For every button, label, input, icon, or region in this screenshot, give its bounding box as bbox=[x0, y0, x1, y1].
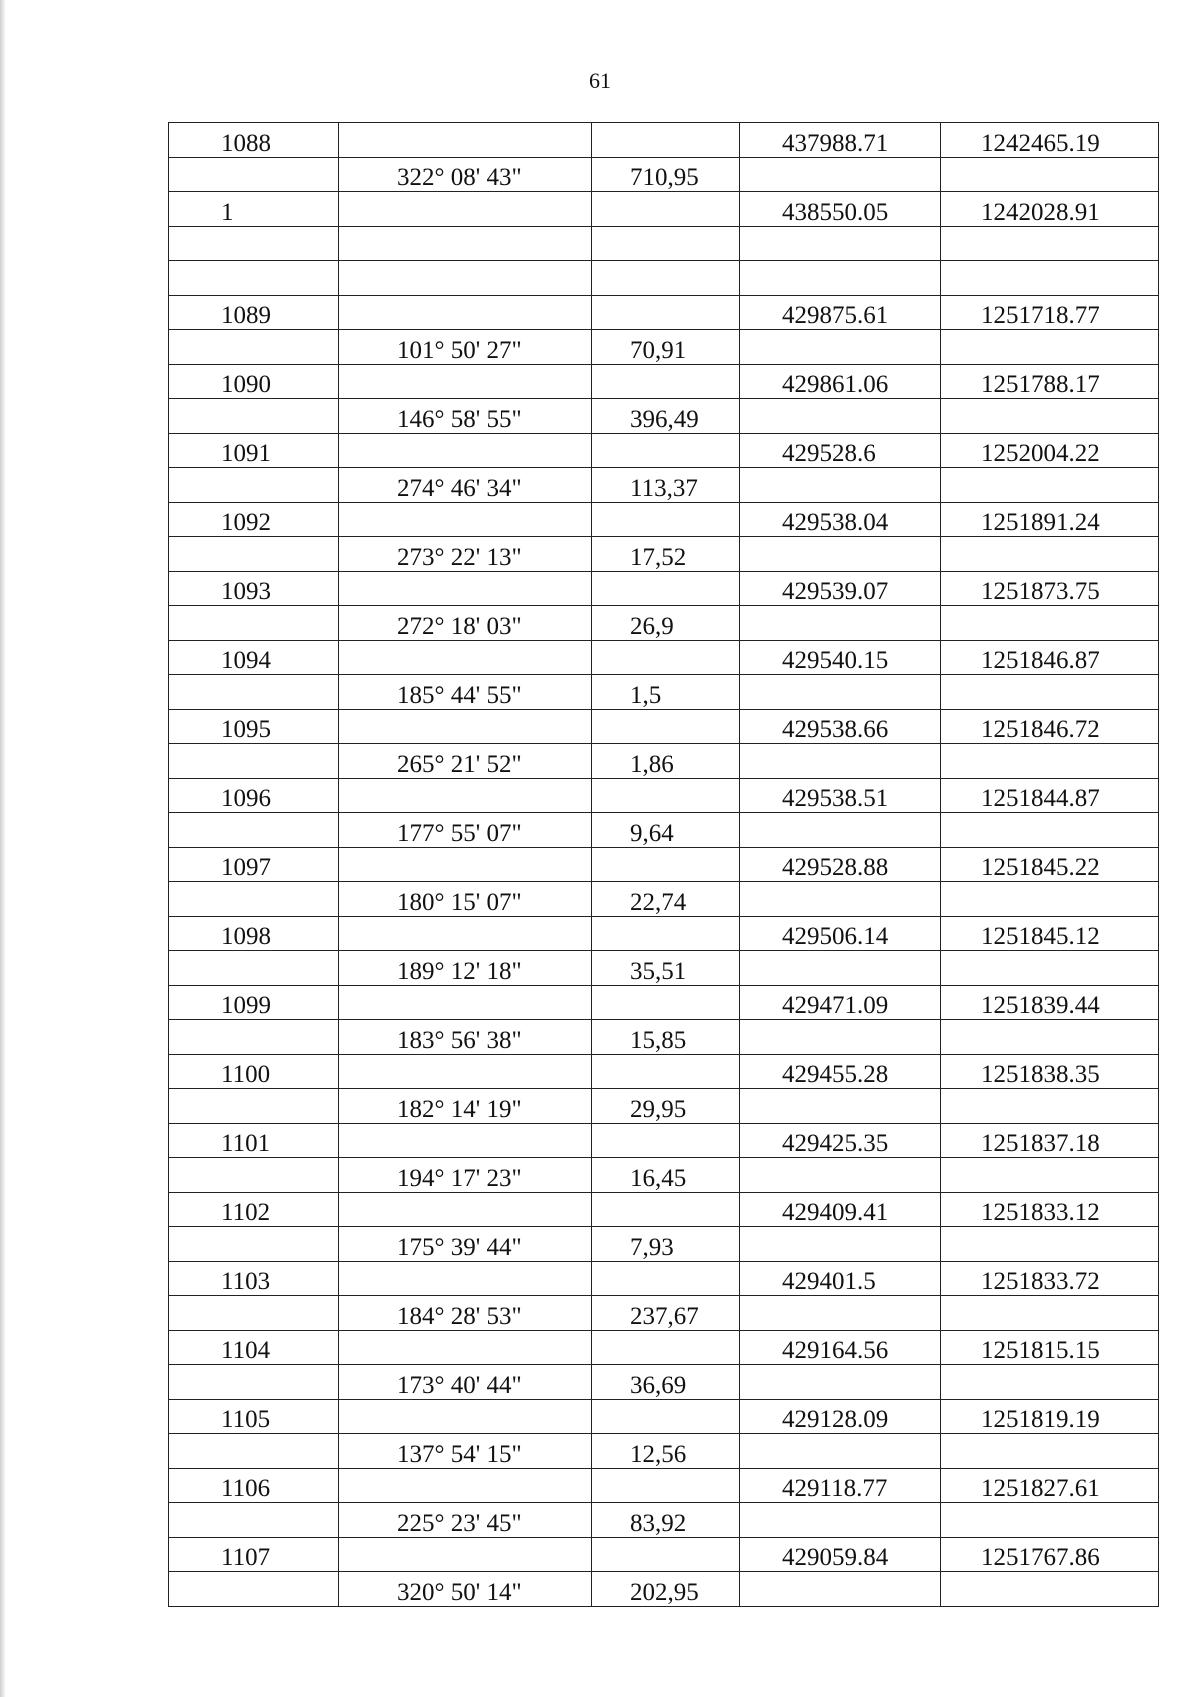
x-coordinate-cell: 429539.07 bbox=[740, 571, 941, 606]
x-coordinate-cell bbox=[740, 1158, 941, 1193]
distance-cell: 113,37 bbox=[592, 468, 740, 503]
y-coordinate-cell bbox=[941, 882, 1159, 917]
bearing-cell: 173° 40' 44" bbox=[339, 1365, 592, 1400]
x-coordinate-cell bbox=[740, 1296, 941, 1331]
bearing-cell: 225° 23' 45" bbox=[339, 1503, 592, 1538]
x-coordinate-cell bbox=[740, 1020, 941, 1055]
x-coordinate-cell: 429540.15 bbox=[740, 640, 941, 675]
x-coordinate-cell: 429861.06 bbox=[740, 364, 941, 399]
table-row bbox=[169, 847, 1159, 882]
table-row bbox=[169, 985, 1159, 1020]
y-coordinate-cell: 1251845.22 bbox=[941, 847, 1159, 882]
table-row bbox=[169, 399, 1159, 434]
y-coordinate-cell bbox=[941, 261, 1159, 296]
x-coordinate-cell bbox=[740, 951, 941, 986]
bearing-cell bbox=[339, 916, 592, 951]
distance-cell bbox=[592, 1192, 740, 1227]
point-cell: 1100 bbox=[169, 1054, 339, 1089]
distance-cell bbox=[592, 985, 740, 1020]
x-coordinate-cell: 429528.88 bbox=[740, 847, 941, 882]
table-row bbox=[169, 433, 1159, 468]
y-coordinate-cell: 1251827.61 bbox=[941, 1468, 1159, 1503]
y-coordinate-cell bbox=[941, 951, 1159, 986]
x-coordinate-cell bbox=[740, 1434, 941, 1469]
y-coordinate-cell bbox=[941, 744, 1159, 779]
bearing-cell bbox=[339, 709, 592, 744]
y-coordinate-cell: 1251837.18 bbox=[941, 1123, 1159, 1158]
table-row bbox=[169, 1192, 1159, 1227]
y-coordinate-cell: 1251845.12 bbox=[941, 916, 1159, 951]
distance-cell bbox=[592, 571, 740, 606]
table-row bbox=[169, 1227, 1159, 1262]
table-row bbox=[169, 295, 1159, 330]
distance-cell bbox=[592, 1123, 740, 1158]
table-row bbox=[169, 744, 1159, 779]
distance-cell: 7,93 bbox=[592, 1227, 740, 1262]
y-coordinate-cell bbox=[941, 675, 1159, 710]
x-coordinate-cell: 429875.61 bbox=[740, 295, 941, 330]
table-row bbox=[169, 1089, 1159, 1124]
bearing-cell bbox=[339, 1192, 592, 1227]
distance-cell bbox=[592, 709, 740, 744]
x-coordinate-cell bbox=[740, 744, 941, 779]
x-coordinate-cell: 437988.71 bbox=[740, 123, 941, 158]
table-row bbox=[169, 1158, 1159, 1193]
page-number: 61 bbox=[589, 68, 611, 93]
table-row bbox=[169, 606, 1159, 641]
y-coordinate-cell bbox=[941, 1227, 1159, 1262]
point-cell: 1090 bbox=[169, 364, 339, 399]
bearing-cell bbox=[339, 295, 592, 330]
x-coordinate-cell: 429506.14 bbox=[740, 916, 941, 951]
bearing-cell: 185° 44' 55" bbox=[339, 675, 592, 710]
point-cell: 1106 bbox=[169, 1468, 339, 1503]
x-coordinate-cell: 429538.66 bbox=[740, 709, 941, 744]
point-cell: 1103 bbox=[169, 1261, 339, 1296]
table-row bbox=[169, 1330, 1159, 1365]
table-row bbox=[169, 1261, 1159, 1296]
y-coordinate-cell: 1251846.72 bbox=[941, 709, 1159, 744]
distance-cell bbox=[592, 847, 740, 882]
y-coordinate-cell bbox=[941, 1365, 1159, 1400]
point-cell: 1096 bbox=[169, 778, 339, 813]
distance-cell: 83,92 bbox=[592, 1503, 740, 1538]
table-row bbox=[169, 1434, 1159, 1469]
bearing-cell: 273° 22' 13" bbox=[339, 537, 592, 572]
table-row bbox=[169, 502, 1159, 537]
y-coordinate-cell: 1251839.44 bbox=[941, 985, 1159, 1020]
y-coordinate-cell bbox=[941, 537, 1159, 572]
x-coordinate-cell bbox=[740, 226, 941, 261]
bearing-cell: 137° 54' 15" bbox=[339, 1434, 592, 1469]
bearing-cell bbox=[339, 985, 592, 1020]
distance-cell: 16,45 bbox=[592, 1158, 740, 1193]
y-coordinate-cell bbox=[941, 157, 1159, 192]
bearing-cell: 194° 17' 23" bbox=[339, 1158, 592, 1193]
distance-cell bbox=[592, 261, 740, 296]
distance-cell: 70,91 bbox=[592, 330, 740, 365]
y-coordinate-cell bbox=[941, 330, 1159, 365]
distance-cell: 237,67 bbox=[592, 1296, 740, 1331]
y-coordinate-cell bbox=[941, 813, 1159, 848]
bearing-cell bbox=[339, 226, 592, 261]
x-coordinate-cell bbox=[740, 399, 941, 434]
x-coordinate-cell: 429401.5 bbox=[740, 1261, 941, 1296]
point-cell bbox=[169, 1089, 339, 1124]
bearing-cell bbox=[339, 847, 592, 882]
bearing-cell bbox=[339, 1537, 592, 1572]
bearing-cell bbox=[339, 261, 592, 296]
y-coordinate-cell: 1251819.19 bbox=[941, 1399, 1159, 1434]
bearing-cell bbox=[339, 364, 592, 399]
point-cell: 1098 bbox=[169, 916, 339, 951]
distance-cell bbox=[592, 916, 740, 951]
y-coordinate-cell: 1242465.19 bbox=[941, 123, 1159, 158]
distance-cell bbox=[592, 1330, 740, 1365]
point-cell bbox=[169, 1572, 339, 1607]
scan-edge-shadow bbox=[0, 0, 6, 1697]
y-coordinate-cell: 1251844.87 bbox=[941, 778, 1159, 813]
distance-cell bbox=[592, 640, 740, 675]
distance-cell: 17,52 bbox=[592, 537, 740, 572]
point-cell: 1091 bbox=[169, 433, 339, 468]
distance-cell bbox=[592, 433, 740, 468]
point-cell bbox=[169, 537, 339, 572]
table-row bbox=[169, 1468, 1159, 1503]
distance-cell: 1,86 bbox=[592, 744, 740, 779]
coordinates-table bbox=[168, 122, 1159, 1607]
y-coordinate-cell: 1251838.35 bbox=[941, 1054, 1159, 1089]
point-cell bbox=[169, 1227, 339, 1262]
table-row bbox=[169, 1572, 1159, 1607]
x-coordinate-cell: 429538.51 bbox=[740, 778, 941, 813]
distance-cell: 36,69 bbox=[592, 1365, 740, 1400]
point-cell: 1092 bbox=[169, 502, 339, 537]
point-cell: 1102 bbox=[169, 1192, 339, 1227]
x-coordinate-cell bbox=[740, 813, 941, 848]
table-row bbox=[169, 537, 1159, 572]
y-coordinate-cell: 1251891.24 bbox=[941, 502, 1159, 537]
bearing-cell bbox=[339, 1399, 592, 1434]
bearing-cell: 182° 14' 19" bbox=[339, 1089, 592, 1124]
bearing-cell: 146° 58' 55" bbox=[339, 399, 592, 434]
point-cell bbox=[169, 1020, 339, 1055]
bearing-cell: 175° 39' 44" bbox=[339, 1227, 592, 1262]
y-coordinate-cell: 1251815.15 bbox=[941, 1330, 1159, 1365]
distance-cell: 26,9 bbox=[592, 606, 740, 641]
point-cell bbox=[169, 1365, 339, 1400]
point-cell: 1 bbox=[169, 192, 339, 227]
table-row bbox=[169, 640, 1159, 675]
point-cell bbox=[169, 813, 339, 848]
x-coordinate-cell bbox=[740, 1365, 941, 1400]
y-coordinate-cell bbox=[941, 1503, 1159, 1538]
table-row bbox=[169, 1365, 1159, 1400]
y-coordinate-cell: 1251767.86 bbox=[941, 1537, 1159, 1572]
table-row bbox=[169, 813, 1159, 848]
x-coordinate-cell: 429528.6 bbox=[740, 433, 941, 468]
table-row bbox=[169, 330, 1159, 365]
distance-cell: 202,95 bbox=[592, 1572, 740, 1607]
distance-cell bbox=[592, 502, 740, 537]
table-row bbox=[169, 157, 1159, 192]
table-row bbox=[169, 571, 1159, 606]
point-cell bbox=[169, 1296, 339, 1331]
point-cell: 1101 bbox=[169, 1123, 339, 1158]
point-cell: 1094 bbox=[169, 640, 339, 675]
bearing-cell bbox=[339, 433, 592, 468]
table-row bbox=[169, 675, 1159, 710]
y-coordinate-cell bbox=[941, 399, 1159, 434]
x-coordinate-cell bbox=[740, 468, 941, 503]
x-coordinate-cell bbox=[740, 1089, 941, 1124]
x-coordinate-cell bbox=[740, 1503, 941, 1538]
table-row bbox=[169, 364, 1159, 399]
x-coordinate-cell: 429455.28 bbox=[740, 1054, 941, 1089]
x-coordinate-cell: 429425.35 bbox=[740, 1123, 941, 1158]
bearing-cell: 183° 56' 38" bbox=[339, 1020, 592, 1055]
bearing-cell bbox=[339, 1054, 592, 1089]
y-coordinate-cell bbox=[941, 1158, 1159, 1193]
distance-cell: 29,95 bbox=[592, 1089, 740, 1124]
bearing-cell bbox=[339, 123, 592, 158]
table-row bbox=[169, 1123, 1159, 1158]
bearing-cell bbox=[339, 778, 592, 813]
x-coordinate-cell bbox=[740, 157, 941, 192]
point-cell bbox=[169, 744, 339, 779]
y-coordinate-cell bbox=[941, 468, 1159, 503]
table-row bbox=[169, 468, 1159, 503]
y-coordinate-cell bbox=[941, 1296, 1159, 1331]
bearing-cell: 274° 46' 34" bbox=[339, 468, 592, 503]
bearing-cell bbox=[339, 1330, 592, 1365]
distance-cell bbox=[592, 1261, 740, 1296]
distance-cell bbox=[592, 123, 740, 158]
x-coordinate-cell: 429471.09 bbox=[740, 985, 941, 1020]
table-row bbox=[169, 882, 1159, 917]
y-coordinate-cell bbox=[941, 1434, 1159, 1469]
table-row bbox=[169, 1537, 1159, 1572]
bearing-cell: 189° 12' 18" bbox=[339, 951, 592, 986]
bearing-cell bbox=[339, 502, 592, 537]
table-row bbox=[169, 1296, 1159, 1331]
x-coordinate-cell bbox=[740, 1227, 941, 1262]
table-row bbox=[169, 123, 1159, 158]
distance-cell bbox=[592, 192, 740, 227]
bearing-cell: 322° 08' 43" bbox=[339, 157, 592, 192]
table-row bbox=[169, 1399, 1159, 1434]
bearing-cell bbox=[339, 1468, 592, 1503]
point-cell: 1089 bbox=[169, 295, 339, 330]
y-coordinate-cell: 1251846.87 bbox=[941, 640, 1159, 675]
distance-cell: 22,74 bbox=[592, 882, 740, 917]
point-cell bbox=[169, 951, 339, 986]
point-cell: 1104 bbox=[169, 1330, 339, 1365]
distance-cell bbox=[592, 226, 740, 261]
point-cell bbox=[169, 157, 339, 192]
distance-cell bbox=[592, 1468, 740, 1503]
bearing-cell bbox=[339, 1123, 592, 1158]
y-coordinate-cell: 1252004.22 bbox=[941, 433, 1159, 468]
bearing-cell bbox=[339, 1261, 592, 1296]
distance-cell bbox=[592, 295, 740, 330]
table-row bbox=[169, 261, 1159, 296]
y-coordinate-cell: 1251833.12 bbox=[941, 1192, 1159, 1227]
point-cell bbox=[169, 468, 339, 503]
table-row bbox=[169, 951, 1159, 986]
distance-cell bbox=[592, 1054, 740, 1089]
table-row bbox=[169, 226, 1159, 261]
x-coordinate-cell bbox=[740, 330, 941, 365]
distance-cell: 12,56 bbox=[592, 1434, 740, 1469]
bearing-cell: 265° 21' 52" bbox=[339, 744, 592, 779]
y-coordinate-cell: 1251833.72 bbox=[941, 1261, 1159, 1296]
table-row bbox=[169, 1503, 1159, 1538]
point-cell bbox=[169, 399, 339, 434]
distance-cell: 15,85 bbox=[592, 1020, 740, 1055]
y-coordinate-cell bbox=[941, 1020, 1159, 1055]
bearing-cell bbox=[339, 571, 592, 606]
point-cell bbox=[169, 226, 339, 261]
bearing-cell bbox=[339, 192, 592, 227]
table-row bbox=[169, 778, 1159, 813]
point-cell bbox=[169, 882, 339, 917]
distance-cell: 710,95 bbox=[592, 157, 740, 192]
table-row bbox=[169, 709, 1159, 744]
point-cell bbox=[169, 1434, 339, 1469]
point-cell: 1088 bbox=[169, 123, 339, 158]
distance-cell: 9,64 bbox=[592, 813, 740, 848]
point-cell: 1097 bbox=[169, 847, 339, 882]
table-row bbox=[169, 192, 1159, 227]
y-coordinate-cell: 1251788.17 bbox=[941, 364, 1159, 399]
x-coordinate-cell: 429164.56 bbox=[740, 1330, 941, 1365]
y-coordinate-cell bbox=[941, 226, 1159, 261]
y-coordinate-cell bbox=[941, 1089, 1159, 1124]
x-coordinate-cell bbox=[740, 1572, 941, 1607]
point-cell: 1105 bbox=[169, 1399, 339, 1434]
bearing-cell: 272° 18' 03" bbox=[339, 606, 592, 641]
point-cell: 1095 bbox=[169, 709, 339, 744]
table-row bbox=[169, 1020, 1159, 1055]
x-coordinate-cell bbox=[740, 675, 941, 710]
coordinates-table-container bbox=[168, 122, 1158, 1607]
distance-cell: 1,5 bbox=[592, 675, 740, 710]
bearing-cell: 184° 28' 53" bbox=[339, 1296, 592, 1331]
bearing-cell: 177° 55' 07" bbox=[339, 813, 592, 848]
distance-cell bbox=[592, 364, 740, 399]
x-coordinate-cell bbox=[740, 261, 941, 296]
point-cell bbox=[169, 1503, 339, 1538]
x-coordinate-cell: 429118.77 bbox=[740, 1468, 941, 1503]
distance-cell: 396,49 bbox=[592, 399, 740, 434]
x-coordinate-cell: 438550.05 bbox=[740, 192, 941, 227]
x-coordinate-cell: 429409.41 bbox=[740, 1192, 941, 1227]
point-cell bbox=[169, 330, 339, 365]
distance-cell bbox=[592, 1537, 740, 1572]
distance-cell bbox=[592, 1399, 740, 1434]
x-coordinate-cell: 429059.84 bbox=[740, 1537, 941, 1572]
x-coordinate-cell bbox=[740, 882, 941, 917]
distance-cell bbox=[592, 778, 740, 813]
point-cell bbox=[169, 1158, 339, 1193]
distance-cell: 35,51 bbox=[592, 951, 740, 986]
x-coordinate-cell bbox=[740, 537, 941, 572]
bearing-cell bbox=[339, 640, 592, 675]
point-cell: 1099 bbox=[169, 985, 339, 1020]
y-coordinate-cell bbox=[941, 1572, 1159, 1607]
y-coordinate-cell: 1251873.75 bbox=[941, 571, 1159, 606]
y-coordinate-cell bbox=[941, 606, 1159, 641]
point-cell bbox=[169, 261, 339, 296]
bearing-cell: 320° 50' 14" bbox=[339, 1572, 592, 1607]
x-coordinate-cell: 429538.04 bbox=[740, 502, 941, 537]
bearing-cell: 101° 50' 27" bbox=[339, 330, 592, 365]
point-cell bbox=[169, 675, 339, 710]
point-cell: 1093 bbox=[169, 571, 339, 606]
y-coordinate-cell: 1251718.77 bbox=[941, 295, 1159, 330]
point-cell bbox=[169, 606, 339, 641]
table-body bbox=[169, 123, 1159, 1607]
point-cell: 1107 bbox=[169, 1537, 339, 1572]
bearing-cell: 180° 15' 07" bbox=[339, 882, 592, 917]
table-row bbox=[169, 916, 1159, 951]
x-coordinate-cell bbox=[740, 606, 941, 641]
table-row bbox=[169, 1054, 1159, 1089]
x-coordinate-cell: 429128.09 bbox=[740, 1399, 941, 1434]
y-coordinate-cell: 1242028.91 bbox=[941, 192, 1159, 227]
